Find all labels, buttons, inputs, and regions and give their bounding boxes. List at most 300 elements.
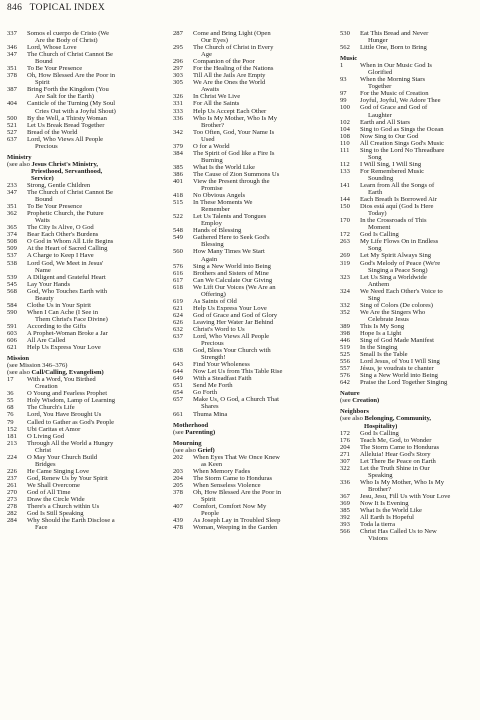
- hymn-title: [27, 510, 157, 517]
- hymn-number: 237: [7, 474, 17, 482]
- hymn-title: [193, 227, 321, 234]
- hymn-number: 326: [173, 93, 183, 101]
- hymn-number: 404: [7, 100, 17, 108]
- index-entry: [173, 44, 321, 58]
- hymn-number: 560: [173, 248, 183, 256]
- hymn-title-line: Hope Is a Light: [360, 329, 402, 337]
- see-also-line: [173, 429, 321, 436]
- hymn-title-line: Hands of Blessing: [193, 227, 242, 235]
- hymn-title: [27, 475, 157, 482]
- hymn-title-line: Burning: [201, 156, 223, 164]
- hymn-title: [27, 404, 157, 411]
- index-entry: [173, 234, 321, 248]
- hymn-title: [27, 337, 157, 344]
- hymn-title: [27, 245, 157, 252]
- index-entry: [340, 323, 478, 330]
- hymn-number: 590: [7, 308, 17, 316]
- hymn-number: 307: [340, 457, 350, 465]
- hymn-title: [27, 238, 157, 245]
- hymn-title: [27, 281, 157, 288]
- hymn-title-line: When Eyes That We Once Knew: [193, 453, 280, 461]
- index-entry: [173, 524, 321, 531]
- hymn-title: [193, 234, 321, 248]
- hymn-number: 367: [340, 493, 350, 500]
- index-entry: [340, 238, 478, 252]
- hymn-title-line: In the Crossroads of This: [360, 217, 427, 225]
- hymn-title-line: Find Your Wholeness: [193, 361, 250, 369]
- index-entry: [340, 458, 478, 465]
- index-entry: [340, 430, 478, 437]
- index-entry: [7, 302, 157, 309]
- hymn-number: 213: [7, 439, 17, 447]
- hymn-title: [193, 108, 321, 115]
- topic-heading: Mission: [7, 355, 29, 363]
- hymn-title: [360, 323, 478, 330]
- hymn-title: [27, 72, 157, 86]
- see-also-topic: Call/Calling, Evangelism): [31, 369, 104, 377]
- hymn-number: 203: [173, 467, 183, 475]
- index-entry: [173, 298, 321, 305]
- hymn-number: 233: [7, 181, 17, 189]
- hymn-title-line: A Diligent and Grateful Heart: [27, 273, 106, 281]
- hymn-number: 530: [340, 30, 350, 37]
- hymn-number: 55: [7, 397, 14, 405]
- hymn-title-line: Let Us Sing a Worldwide: [360, 273, 427, 281]
- see-also-topic: Service): [31, 174, 54, 182]
- hymn-title: [360, 465, 478, 479]
- hymn-title-line: The Church of Christ Cannot Be: [27, 51, 113, 59]
- hymn-number: 337: [7, 30, 17, 37]
- hymn-title-line: Visions: [368, 535, 388, 543]
- see-also-line: [7, 175, 157, 182]
- index-entry: [340, 231, 478, 238]
- index-entry: [7, 136, 157, 150]
- hymn-title-line: Go Forth: [193, 389, 217, 397]
- hymn-number: 525: [340, 351, 350, 359]
- index-entry: [340, 521, 478, 528]
- hymn-title-line: We Are the Ones the World: [193, 79, 266, 87]
- see-also-topic: Belonging, Community,: [364, 415, 432, 423]
- hymn-number: 111: [340, 146, 350, 154]
- hymn-title: [193, 396, 321, 410]
- hymn-title: [360, 379, 478, 386]
- hymn-number: 538: [7, 259, 17, 267]
- hymn-number: 284: [7, 517, 17, 525]
- hymn-title-line: Lord God, We Meet in Jesus': [27, 259, 104, 267]
- hymn-title: [360, 274, 478, 288]
- hymn-title: [193, 475, 321, 482]
- hymn-title: [27, 376, 157, 390]
- hymn-number: 618: [173, 283, 183, 291]
- hymn-title: [27, 30, 157, 44]
- hymn-title: [360, 30, 478, 44]
- hymn-title: [27, 260, 157, 274]
- index-entry: [7, 210, 157, 224]
- hymn-number: 379: [173, 142, 183, 150]
- hymn-title: [360, 182, 478, 196]
- hymn-number: 347: [7, 51, 17, 59]
- hymn-number: 278: [7, 503, 17, 511]
- hymn-number: 76: [7, 411, 14, 419]
- index-entry: [7, 482, 157, 489]
- index-column-3: [340, 30, 478, 542]
- hymn-number: 342: [173, 128, 183, 136]
- topic-heading: Ministry: [7, 153, 32, 161]
- hymn-number: 617: [173, 276, 183, 284]
- index-entry: [173, 468, 321, 475]
- hymn-number: 654: [173, 389, 183, 397]
- hymn-title-line: People: [201, 510, 219, 518]
- see-also-prefix: (see also: [340, 415, 365, 423]
- hymn-title: [360, 528, 478, 542]
- hymn-title-line: All Creation Sings God's Music: [360, 139, 444, 147]
- hymn-title-line: Sounding: [368, 174, 394, 182]
- index-entry: [173, 115, 321, 129]
- hymn-title-line: Blessing: [201, 241, 224, 249]
- hymn-title: [360, 126, 478, 133]
- hymn-title-line: Lord, Who Views All People: [193, 333, 270, 341]
- hymn-number: 515: [173, 199, 183, 207]
- hymn-title-line: God, Renew Us by Your Spirit: [27, 474, 108, 482]
- hymn-title-line: as Keen: [201, 460, 223, 468]
- hymn-title-line: Through All the World a Hungry: [27, 439, 114, 447]
- hymn-title: [193, 468, 321, 475]
- hymn-title-line: Jésus, je voudrais te chanter: [360, 365, 434, 373]
- topic-heading: Motherhood: [173, 421, 209, 429]
- index-entry: [173, 143, 321, 150]
- index-entry: [173, 411, 321, 418]
- hymn-number: 545: [7, 280, 17, 288]
- index-entry: [7, 433, 157, 440]
- hymn-title-line: Joyful, Joyful, We Adore Thee: [360, 97, 441, 105]
- hymn-title: [193, 72, 321, 79]
- hymn-title-line: Bear Each Other's Burdens: [27, 231, 99, 239]
- topic-heading: Music: [340, 55, 358, 63]
- hymn-number: 624: [173, 311, 183, 319]
- index-entry: [7, 100, 157, 114]
- hymn-title-line: Prophetic Church, the Future: [27, 210, 104, 218]
- hymn-number: 651: [173, 382, 183, 390]
- hymn-title-line: The Storm Came to Honduras: [193, 474, 273, 482]
- hymn-title: [27, 468, 157, 475]
- hymn-title: [193, 284, 321, 298]
- hymn-title-line: With a Word, You Birthed: [27, 376, 96, 384]
- hymn-title: [27, 203, 157, 210]
- hymn-number: 324: [340, 287, 350, 295]
- hymn-number: 305: [173, 79, 183, 87]
- hymn-number: 295: [173, 44, 183, 52]
- hymn-title: [27, 51, 157, 65]
- index-entry: [7, 115, 157, 122]
- index-entry: [173, 263, 321, 270]
- hymn-number: 346: [7, 44, 17, 52]
- hymn-title-line: Holy Wisdom, Lamp of Learning: [27, 397, 116, 405]
- hymn-title: [27, 454, 157, 468]
- hymn-title-line: Learn from All the Songs of: [360, 181, 435, 189]
- index-entry: [7, 231, 157, 238]
- hymn-title: [193, 482, 321, 489]
- hymn-title-line: Lord Jesus, of You I Will Sing: [360, 358, 440, 366]
- index-entry: [340, 465, 478, 479]
- hymn-number: 626: [173, 318, 183, 326]
- index-entry: [173, 164, 321, 171]
- hymn-title-line: How Many Times We Start: [193, 248, 265, 256]
- hymn-title: [193, 178, 321, 192]
- hymn-title-line: Sing: [368, 294, 381, 302]
- hymn-title-line: Leaving Her Water Jar Behind: [193, 318, 274, 326]
- hymn-title-line: Lord, Who Views All People: [27, 135, 104, 143]
- hymn-title: [360, 168, 478, 182]
- hymn-title-line: We Are the Singers Who: [360, 308, 426, 316]
- hymn-number: 522: [173, 213, 183, 221]
- index-entry: [173, 475, 321, 482]
- hymn-title-line: Creation: [35, 383, 58, 391]
- hymn-title-line: Lord, Whose Love: [27, 44, 77, 52]
- hymn-title: [360, 76, 478, 90]
- topic-heading: Nature: [340, 390, 360, 398]
- hymn-title-line: Again: [201, 255, 218, 263]
- index-entry: [340, 133, 478, 140]
- index-entry: [173, 503, 321, 517]
- hymn-number: 500: [7, 114, 17, 122]
- index-entry: [340, 76, 478, 90]
- hymn-title: [27, 517, 157, 531]
- hymn-number: 347: [7, 189, 17, 197]
- hymn-title-line: When Memory Fades: [193, 467, 251, 475]
- hymn-title: [27, 189, 157, 203]
- hymn-title: [193, 298, 321, 305]
- hymn-title-line: Alleluia! Hear God's Story: [360, 450, 431, 458]
- index-entry: [7, 274, 157, 281]
- see-also-note: [173, 429, 321, 436]
- hymn-title-line: The Storm Came to Honduras: [360, 443, 440, 451]
- index-entry: [7, 454, 157, 468]
- hymn-title: [27, 122, 157, 129]
- hymn-number: 661: [173, 410, 183, 418]
- hymn-title: [360, 514, 478, 521]
- see-also-prefix: (see also: [173, 446, 198, 454]
- index-entry: [340, 351, 478, 358]
- index-entry: [173, 30, 321, 44]
- hymn-title: [360, 507, 478, 514]
- hymn-title-line: Bring Forth the Kingdom (You: [27, 86, 109, 94]
- hymn-title-line: Draw the Circle Wide: [27, 496, 85, 504]
- hymn-number: 539: [7, 273, 17, 281]
- hymn-number: 619: [173, 297, 183, 305]
- hymn-title: [193, 171, 321, 178]
- hymn-title-line: Together: [368, 83, 392, 91]
- hymn-title: [193, 58, 321, 65]
- index-entry: [7, 203, 157, 210]
- index-entry: [340, 182, 478, 196]
- page-title: TOPICAL INDEX: [29, 3, 106, 13]
- hymn-title: [360, 260, 478, 274]
- hymn-title: [360, 288, 478, 302]
- hymn-title: [360, 493, 478, 500]
- index-entry: [340, 493, 478, 500]
- hymn-title-line: This Is My Song: [360, 322, 405, 330]
- index-entry: [340, 140, 478, 147]
- index-entry: [340, 203, 478, 217]
- hymn-title-line: My Life Flows On in Endless: [360, 238, 439, 246]
- hymn-title: [193, 100, 321, 107]
- hymn-title-line: The City Is Alive, O God: [27, 224, 94, 232]
- hymn-title: [360, 238, 478, 252]
- hymn-title: [193, 129, 321, 143]
- hymn-title-line: Who Is My Mother, Who Is My: [360, 478, 445, 486]
- hymn-title: [27, 433, 157, 440]
- index-entry: [7, 224, 157, 231]
- index-entry: [173, 326, 321, 333]
- index-entry: [340, 379, 478, 386]
- index-entry: [340, 358, 478, 365]
- hymn-title-line: Moment: [368, 224, 391, 232]
- hymn-title-line: Precious: [35, 142, 58, 150]
- hymn-title-line: For Remembered Music: [360, 167, 425, 175]
- hymn-title-line: Earth: [368, 189, 383, 197]
- hymn-title: [360, 44, 478, 51]
- hymn-title-line: Anthem: [368, 280, 390, 288]
- hymn-title: [193, 93, 321, 100]
- hymn-number: 418: [173, 192, 183, 200]
- hymn-number: 263: [340, 238, 350, 246]
- index-entry: [7, 496, 157, 503]
- index-entry: [7, 86, 157, 100]
- hymn-number: 568: [7, 287, 17, 295]
- hymn-title: [193, 270, 321, 277]
- index-entry: [7, 468, 157, 475]
- hymn-title: [360, 458, 478, 465]
- hymn-title: [193, 305, 321, 312]
- index-entry: [173, 79, 321, 93]
- hymn-title-line: Today): [368, 210, 387, 218]
- hymn-title: [193, 164, 321, 171]
- hymn-title-line: Small Is the Table: [360, 351, 408, 359]
- hymn-number: 446: [340, 337, 350, 345]
- index-entry: [340, 97, 478, 104]
- hymn-title-line: Let Us Talents and Tongues: [193, 213, 267, 221]
- index-entry: [7, 309, 157, 323]
- hymn-number: 556: [340, 358, 350, 366]
- hymn-title-line: No Obvious Angels: [193, 192, 246, 200]
- index-entry: [340, 528, 478, 542]
- hymn-title: [360, 302, 478, 309]
- hymn-number: 519: [340, 344, 350, 352]
- hymn-title: [193, 150, 321, 164]
- index-entry: [7, 65, 157, 72]
- hymn-number: 100: [340, 104, 350, 112]
- hymn-title: [27, 496, 157, 503]
- hymn-title-line: Christ Has Called Us to New: [360, 528, 437, 536]
- hymn-title: [193, 263, 321, 270]
- hymn-title-line: Spirit: [35, 79, 50, 87]
- index-entry: [340, 288, 478, 302]
- hymn-number: 385: [173, 163, 183, 171]
- hymn-title-line: The Cause of Zion Summons Us: [193, 170, 280, 178]
- hymn-title-line: Sing to the Lord No Threadbare: [360, 146, 445, 154]
- hymn-title-line: When I Can Ache (I See in: [27, 308, 99, 316]
- hymn-title: [360, 500, 478, 507]
- hymn-title-line: Sing of God Made Manifest: [360, 337, 434, 345]
- index-entry: [7, 281, 157, 288]
- hymn-number: 352: [340, 308, 350, 316]
- hymn-title: [193, 489, 321, 503]
- hymn-title: [27, 419, 157, 426]
- index-entry: [340, 90, 478, 97]
- hymn-title: [193, 277, 321, 284]
- hymn-title: [27, 323, 157, 330]
- hymn-number: 387: [7, 86, 17, 94]
- hymn-title-line: Sing a New World into Being: [193, 262, 271, 270]
- hymn-number: 621: [7, 344, 17, 352]
- hymn-title-line: Bound: [35, 196, 53, 204]
- hymn-title: [27, 100, 157, 114]
- index-entry: [173, 65, 321, 72]
- hymn-number: 79: [7, 418, 14, 426]
- index-entry: [7, 411, 157, 418]
- index-entry: [173, 389, 321, 396]
- hymn-title-line: For the Music of Creation: [360, 90, 429, 98]
- hymn-title-line: Now It Is Evening: [360, 500, 409, 508]
- hymn-title-line: Help Us Express Your Love: [27, 344, 101, 352]
- index-entry: [173, 248, 321, 262]
- hymn-number: 303: [173, 72, 183, 80]
- hymn-number: 407: [173, 503, 183, 511]
- hymn-title-line: Waits: [35, 217, 50, 225]
- index-entry: [173, 108, 321, 115]
- hymn-number: 603: [7, 329, 17, 337]
- hymn-number: 632: [173, 325, 183, 333]
- hymn-title: [193, 248, 321, 262]
- hymn-title-line: Sing a New World into Being: [360, 372, 438, 380]
- hymn-title-line: Dios está aquí (God Is Here: [360, 203, 434, 211]
- see-also-topic: Jesus Christ's Ministry,: [31, 160, 99, 168]
- hymn-title-line: God of Grace and God of: [360, 104, 428, 112]
- hymn-title: [360, 444, 478, 451]
- topic-heading: Neighbors: [340, 408, 369, 416]
- hymn-title-line: God Is Calling: [360, 231, 399, 239]
- hymn-title: [360, 217, 478, 231]
- hymn-number: 287: [173, 30, 183, 37]
- index-entry: [340, 479, 478, 493]
- hymn-title-line: Name: [35, 266, 51, 274]
- index-entry: [340, 217, 478, 231]
- index-entry: [7, 288, 157, 302]
- hymn-title: [193, 199, 321, 213]
- see-also-topic: Hospitality): [364, 422, 398, 430]
- hymn-number: 36: [7, 390, 14, 398]
- hymn-number: 374: [7, 231, 17, 239]
- hymn-number: 323: [340, 273, 350, 281]
- hymn-title: [27, 330, 157, 337]
- hymn-title: [360, 252, 478, 259]
- hymn-title: [193, 326, 321, 333]
- hymn-title-line: Brothers and Sisters of Mine: [193, 269, 269, 277]
- hymn-title: [360, 104, 478, 118]
- hymn-title: [193, 79, 321, 93]
- hymn-title-line: Precious: [201, 340, 224, 348]
- see-also-note: [340, 397, 478, 404]
- hymn-number: 649: [173, 375, 183, 383]
- hymn-title-line: Face: [35, 524, 48, 532]
- hymn-title-line: Teach Me, God, to Wonder: [360, 436, 432, 444]
- hymn-title-line: Lord, You Have Brought Us: [27, 411, 102, 419]
- index-entry: [7, 510, 157, 517]
- hymn-number: 97: [340, 90, 347, 98]
- hymn-title-line: Thuma Mina: [193, 410, 228, 418]
- hymn-title: [360, 203, 478, 217]
- index-entry: [340, 260, 478, 274]
